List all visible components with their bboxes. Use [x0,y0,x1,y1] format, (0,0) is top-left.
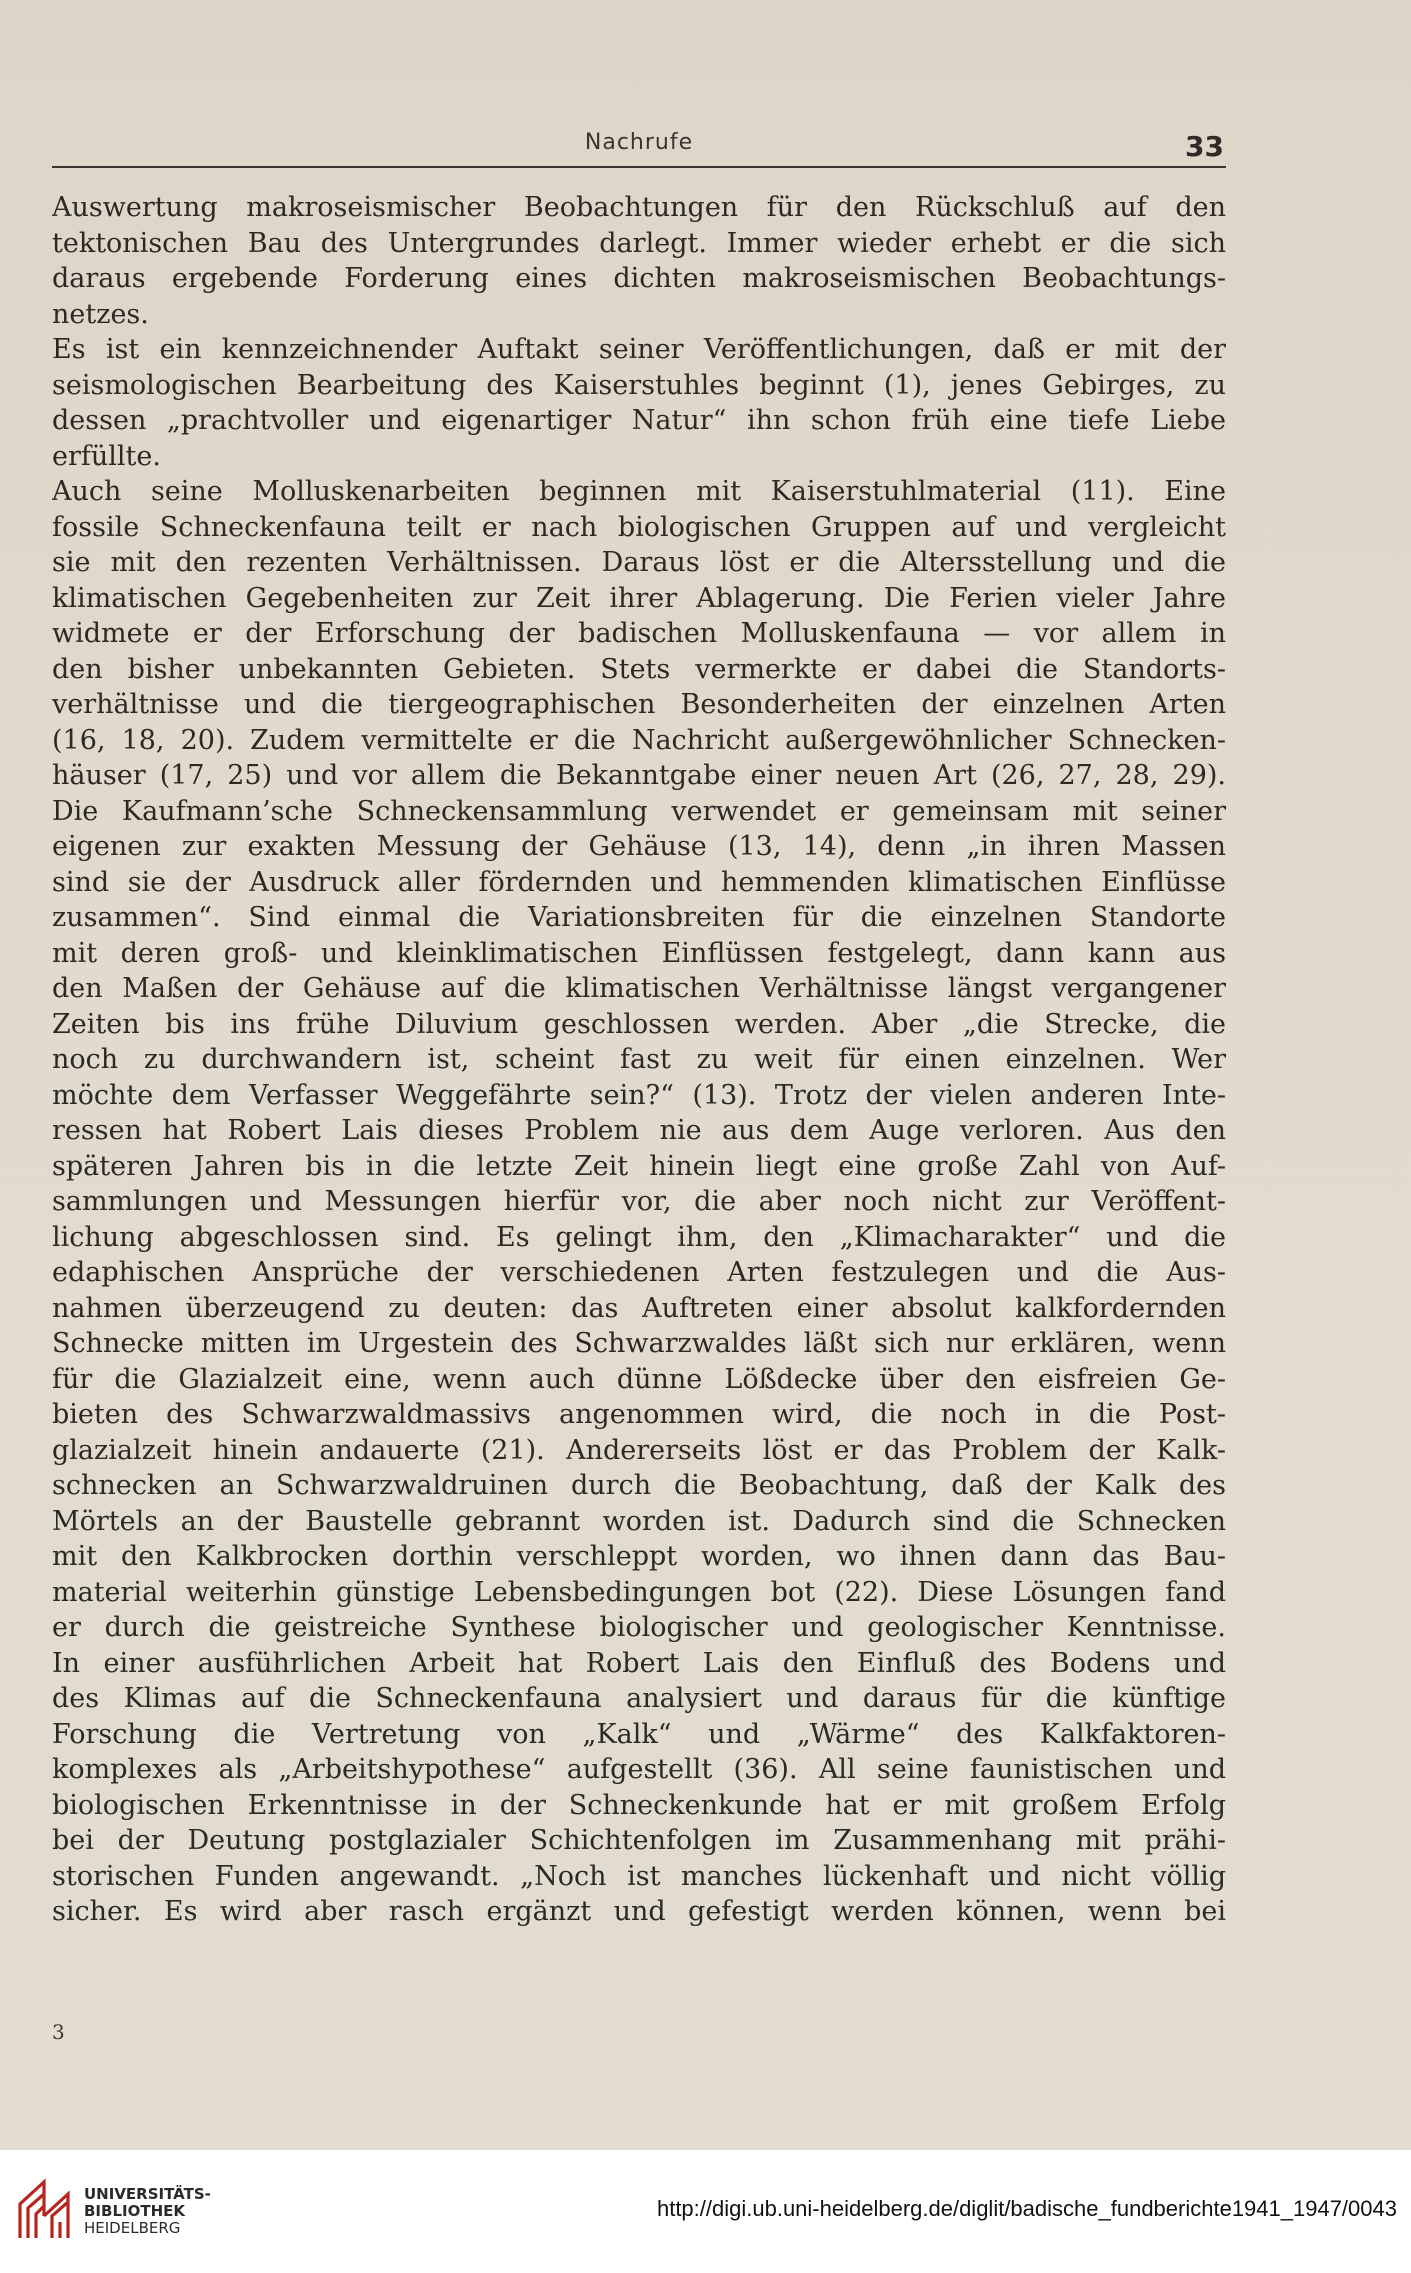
text-line: mit deren groß- und kleinklimatischen Einflüssen festgelegt, dann kann aus [52,937,1226,969]
text-line: für die Glazialzeit eine, wenn auch dünne Lößdecke über den eisfreien Ge- [52,1363,1226,1395]
text-line: netzes. [52,298,149,330]
text-line: Auch seine Molluskenarbeiten beginnen mit Kaiserstuhlmaterial (11). Eine [52,476,1226,507]
text-line: bieten des Schwarzwaldmassivs angenommen wird, die noch in die Post- [52,1399,1226,1430]
signature-mark: 3 [52,2020,65,2044]
running-title: Nachrufe [584,130,694,155]
text-line: dessen „prachtvoller und eigenartiger Natur“ ihn schon früh eine tiefe Liebe [52,405,1226,436]
source-url[interactable]: http://digi.ub.uni-heidelberg.de/diglit/badische_fundberichte1941_1947/0043 [656,2196,1397,2221]
text-line: storischen Funden angewandt. „Noch ist manches lückenhaft und nicht völlig [52,1860,1226,1892]
text-line: klimatischen Gegebenheiten zur Zeit ihrer Ablagerung. Die Ferien vieler Jahre [52,582,1226,614]
text-line: verhältnisse und die tiergeographischen Besonderheiten der einzelnen Arten [52,689,1226,720]
text-line: noch zu durchwandern ist, scheint fast zu weit für einen einzelnen. Wer [52,1044,1226,1075]
footer-bar [0,2150,1411,2273]
running-head [52,126,1226,168]
text-line: den bisher unbekannten Gebieten. Stets vermerkte er dabei die Standorts- [52,653,1226,685]
text-line: sammlungen und Messungen hierfür vor, die aber noch nicht zur Veröffent- [52,1186,1226,1217]
text-line: häuser (17, 25) und vor allem die Bekanntgabe einer neuen Art (26, 27, 28, 29). [52,760,1226,791]
body-text [52,190,1226,1930]
text-line: seismologischen Bearbeitung des Kaiserstuhles beginnt (1), jenes Gebirges, zu [52,369,1226,401]
text-line: fossile Schneckenfauna teilt er nach biologischen Gruppen auf und vergleicht [52,511,1226,543]
text-line: sie mit den rezenten Verhältnissen. Daraus löst er die Altersstellung und die [52,547,1226,578]
text-line: späteren Jahren bis in die letzte Zeit hinein liegt eine große Zahl von Auf- [52,1150,1226,1182]
text-line: biologischen Erkenntnisse in der Schneckenkunde hat er mit großem Erfolg [52,1789,1226,1821]
text-line: Mörtels an der Baustelle gebrannt worden ist. Dadurch sind die Schnecken [52,1505,1226,1537]
text-line: sind sie der Ausdruck aller fördernden und hemmenden klimatischen Einflüsse [52,866,1226,898]
text-line: zusammen“. Sind einmal die Variationsbreiten für die einzelnen Standorte [52,902,1226,933]
text-line: Es ist ein kennzeichnender Auftakt seiner Veröffentlichungen, daß er mit der [52,334,1226,365]
text-line: ressen hat Robert Lais dieses Problem nie aus dem Auge verloren. Aus den [52,1115,1226,1146]
library-name-line3: HEIDELBERG [84,2219,181,2237]
text-line: (16, 18, 20). Zudem vermittelte er die Nachricht außergewöhnlicher Schnecken- [52,724,1226,756]
text-line: sicher. Es wird aber rasch ergänzt und gefestigt werden können, wenn bei [52,1896,1226,1927]
text-line: nahmen überzeugend zu deuten: das Auftreten einer absolut kalkfordernden [52,1292,1226,1324]
text-line: Die Kaufmann’sche Schneckensammlung verwendet er gemeinsam mit seiner [52,795,1226,827]
ub-heidelberg-logo-icon [14,2176,74,2242]
text-line: Forschung die Vertretung von „Kalk“ und „Wärme“ des Kalkfaktoren- [52,1718,1226,1750]
text-line: bei der Deutung postglazialer Schichtenfolgen im Zusammenhang mit prähi- [52,1825,1226,1856]
text-line: daraus ergebende Forderung eines dichten makroseismischen Beobachtungs- [52,263,1226,294]
text-line: erfüllte. [52,440,161,472]
text-line: Zeiten bis ins frühe Diluvium geschlossen werden. Aber „die Strecke, die [52,1008,1226,1040]
text-line: lichung abgeschlossen sind. Es gelingt ihm, den „Klimacharakter“ und die [52,1221,1226,1253]
library-name-line1: UNIVERSITÄTS- [84,2185,211,2203]
library-name-line2: BIBLIOTHEK [84,2202,185,2220]
page-number: 33 [1185,130,1224,163]
library-name [84,2186,211,2237]
text-line: möchte dem Verfasser Weggefährte sein?“ (13). Trotz der vielen anderen Inte- [52,1079,1226,1111]
text-line: mit den Kalkbrocken dorthin verschleppt worden, wo ihnen dann das Bau- [52,1541,1226,1572]
text-line: edaphischen Ansprüche der verschiedenen Arten festzulegen und die Aus- [52,1257,1226,1288]
text-line: glazialzeit hinein andauerte (21). Andererseits löst er das Problem der Kalk- [52,1434,1226,1466]
text-line: tektonischen Bau des Untergrundes darlegt. Immer wieder erhebt er die sich [52,227,1226,259]
text-line: schnecken an Schwarzwaldruinen durch die Beobachtung, daß der Kalk des [52,1470,1226,1501]
text-line: Schnecke mitten im Urgestein des Schwarzwaldes läßt sich nur erklären, wenn [52,1328,1226,1359]
text-line: des Klimas auf die Schneckenfauna analysiert und daraus für die künftige [52,1683,1226,1714]
text-line: material weiterhin günstige Lebensbedingungen bot (22). Diese Lösungen fand [52,1576,1226,1608]
text-line: komplexes als „Arbeitshypothese“ aufgestellt (36). All seine faunistischen und [52,1754,1226,1785]
text-line: er durch die geistreiche Synthese biologischer und geologischer Kenntnisse. [52,1612,1226,1643]
text-line: eigenen zur exakten Messung der Gehäuse (13, 14), denn „in ihren Massen [52,831,1226,862]
text-line: In einer ausführlichen Arbeit hat Robert Lais den Einfluß des Bodens und [52,1647,1226,1679]
text-line: den Maßen der Gehäuse auf die klimatischen Verhältnisse längst vergangener [52,973,1226,1004]
text-line: Auswertung makroseismischer Beobachtungen für den Rückschluß auf den [52,192,1226,223]
text-line: widmete er der Erforschung der badischen Molluskenfauna — vor allem in [52,618,1226,649]
